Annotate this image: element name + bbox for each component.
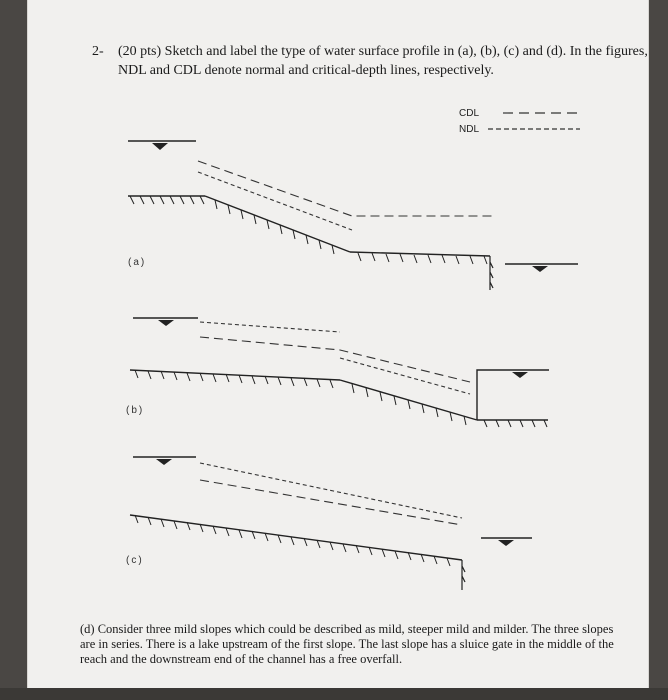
normal-depth-line-a	[198, 172, 352, 230]
legend-ndl-label: NDL	[459, 124, 480, 135]
question-text: (20 pts) Sketch and label the type of water surface profile in (a), (b), (c) and (d). In the figures, NDL and CDL denote normal and critical-depth lines, respectively.	[118, 44, 648, 78]
figure-a-label: (a)	[128, 257, 147, 268]
normal-depth-line-b	[200, 322, 340, 332]
reservoir-surface-icon-c	[133, 457, 196, 465]
figure-c	[130, 457, 532, 590]
normal-depth-line-c	[200, 463, 462, 518]
normal-depth-line-b-steep	[340, 358, 470, 394]
reservoir-surface-icon-a	[128, 141, 196, 150]
part-d-text: (d) Consider three mild slopes which could be described as mild, steeper mild and milder. The three slopes are in series. There is a lake upstream of the first slope. The last slope has a sluice gate in the middle of the reach and the downstream end of the channel has a free overfall.	[80, 622, 614, 666]
tailwater-surface-icon-c	[481, 538, 532, 546]
critical-depth-line-a	[198, 161, 495, 216]
channel-bed-a	[128, 196, 493, 290]
tailwater-surface-icon-a	[505, 264, 578, 272]
figure-a	[128, 141, 578, 290]
figure-b-label: (b)	[126, 405, 145, 416]
downstream-pool-b	[477, 370, 549, 420]
legend-cdl-label: CDL	[459, 108, 480, 119]
figure-c-label: (c)	[126, 555, 144, 566]
question-number: 2-	[92, 44, 104, 59]
figure-b	[130, 318, 549, 427]
channel-bed-b	[130, 370, 548, 427]
tailwater-surface-icon-b	[512, 372, 528, 378]
reservoir-surface-icon-b	[133, 318, 198, 326]
channel-bed-c	[130, 515, 465, 590]
critical-depth-line-c	[200, 480, 462, 525]
